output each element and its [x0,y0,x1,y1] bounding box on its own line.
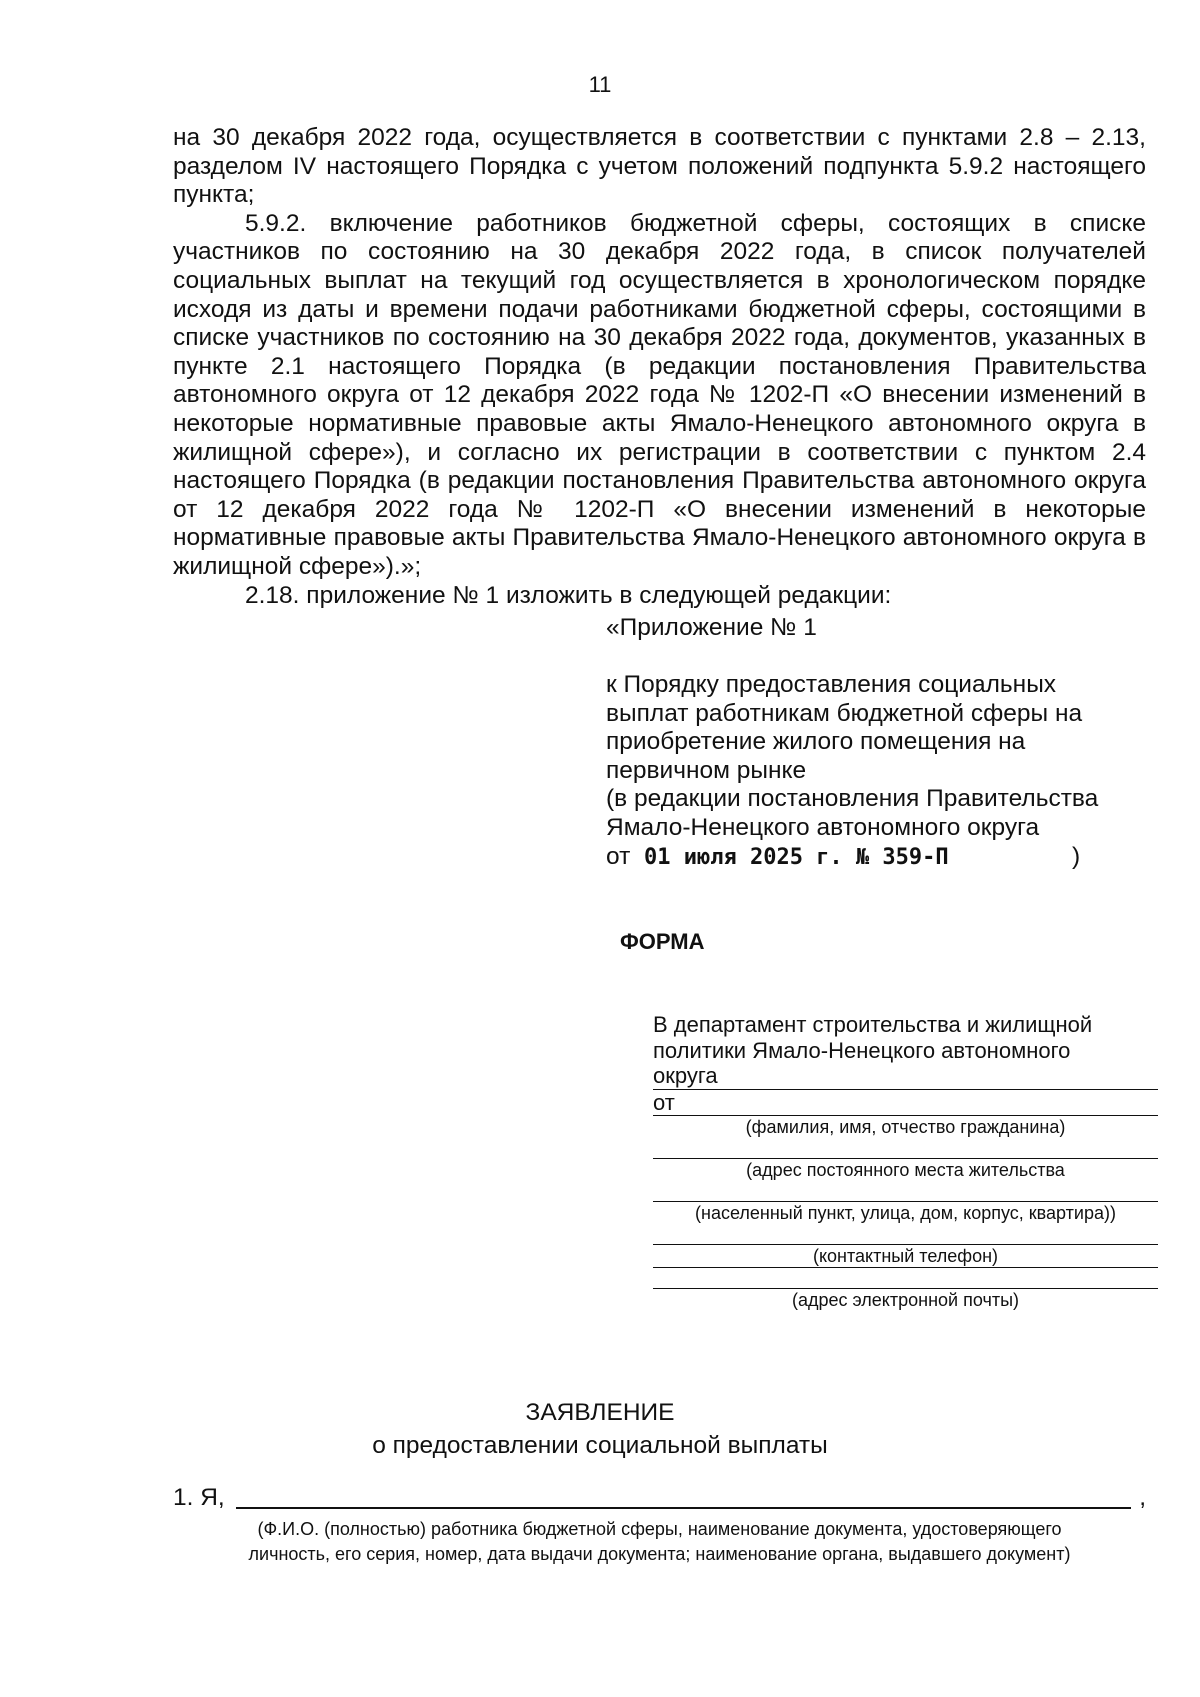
appendix-line: Ямало-Ненецкого автономного округа [606,813,1040,841]
item-1-hint-line: личность, его серия, номер, дата выдачи документа; наименование органа, выдавшего документ) [248,1544,1071,1564]
addressee-block [653,1012,1158,1311]
hint-email: (адрес электронной почты) [791,1290,1020,1310]
decree-prefix: от [606,842,631,870]
item-1-label: 1. Я, [173,1484,225,1511]
blank-line [653,1268,1158,1289]
appendix-line: выплат работникам бюджетной сферы на [606,699,1083,727]
paragraph-continuation: на 30 декабря 2022 года, осуществляется в соответствии с пунктами 2.8 – 2.13, разделом IV настоящего Порядка с учетом положений подпункта 5.9.2 настоящего пункта; [173,124,1146,209]
application-heading [0,1396,1200,1462]
item-1-hint [173,1517,1146,1567]
hint-phone: (контактный телефон) [653,1245,1158,1268]
blank-line [653,1181,1158,1202]
decree-stamp: 01 июля 2025 г. № 359-П [644,844,949,870]
appendix-title: «Приложение № 1 [606,614,817,641]
addressee-line: политики Ямало-Ненецкого автономного [653,1037,1071,1063]
item-1-hint-line: (Ф.И.О. (полностью) работника бюджетной сферы, наименование документа, удостоверяющего [257,1519,1062,1539]
appendix-line: приобретение жилого помещения на [606,728,1026,756]
blank-line [653,1138,1158,1159]
appendix-line: первичном рынке [606,756,807,784]
item-1-line [173,1482,1146,1514]
blank-line [653,1224,1158,1245]
application-subtitle: о предоставлении социальной выплаты [372,1432,828,1459]
decree-line [606,843,1166,872]
form-label: ФОРМА [620,929,705,954]
item-1-comma: , [1139,1484,1146,1511]
hint-address: (адрес постоянного места жительства [746,1160,1065,1180]
from-line: от [653,1090,1158,1117]
item-1-blank [236,1507,1131,1509]
paragraph-5-9-2: 5.9.2. включение работников бюджетной сферы, состоящих в списке участников по состоянию на 30 декабря 2022 года, в список получателей социальных выплат на текущий год осуществляется в хронологическом порядке исходя из даты и времени подачи работниками бюджетной сферы, состоящими в списке участников по состоянию на 30 декабря 2022 года, документов, указанных в пункте 2.1 настоящего Порядка (в редакции постановления Правительства автономного округа от 12 декабря 2022 года № 1202-П «О внесении изменений в некоторые нормативные правовые акты Ямало-Ненецкого автономного округа в жилищной сфере»), и согласно их регистрации в соответствии с пунктом 2.4 настоящего Порядка (в редакции постановления Правительства автономного округа от 12 декабря 2022 года № 1202-П «О внесении изменений в некоторые нормативные правовые акты Правительства Ямало-Ненецкого автономного округа в жилищной сфере»).»; [173,209,1146,580]
appendix-line: (в редакции постановления Правительства [606,785,1099,813]
appendix-reference [606,671,1166,871]
hint-fio: (фамилия, имя, отчество гражданина) [745,1117,1066,1137]
application-title: ЗАЯВЛЕНИЕ [525,1399,675,1426]
page-number: 11 [588,72,612,97]
appendix-line: к Порядку предоставления социальных [606,671,1057,698]
paragraph-2-18: 2.18. приложение № 1 изложить в следующей редакции: [245,581,892,609]
hint-address-detail: (населенный пункт, улица, дом, корпус, квартира)) [695,1203,1116,1223]
addressee-line: округа [653,1063,1158,1090]
body-text [173,124,1146,610]
addressee-line: В департамент строительства и жилищной [653,1012,1093,1037]
decree-close: ) [1072,842,1081,870]
